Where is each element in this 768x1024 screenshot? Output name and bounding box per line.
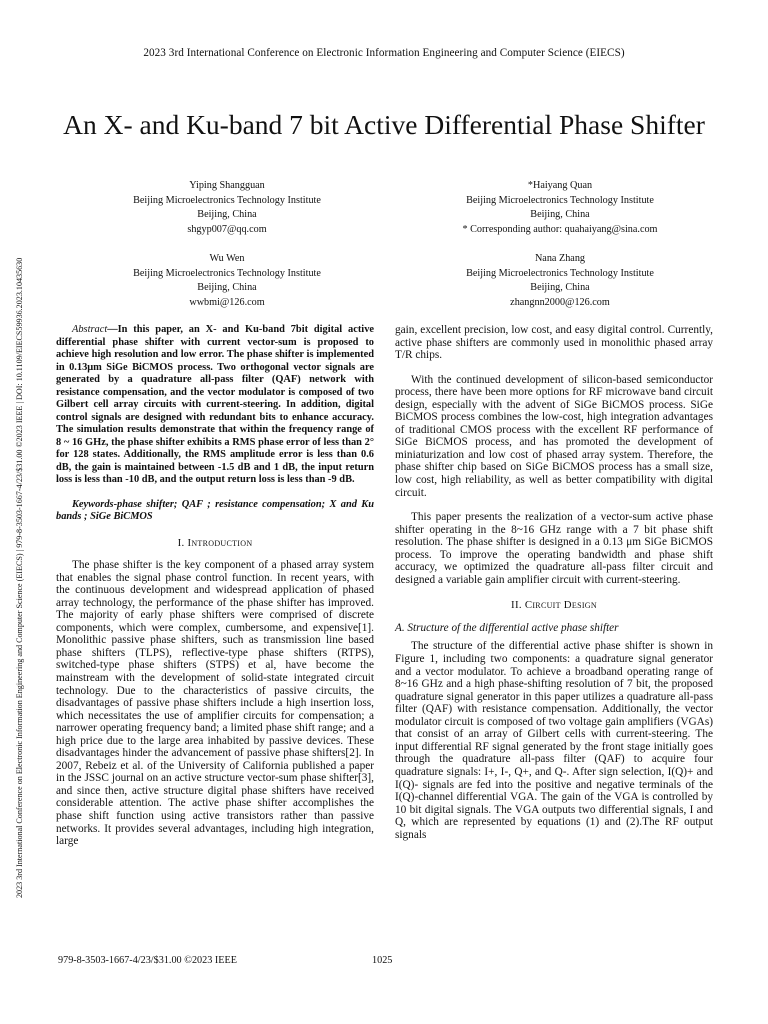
side-margin-note	[13, 128, 25, 898]
author-block-2	[410, 179, 710, 237]
section-heading-introduction: I. Introduction	[177, 536, 253, 549]
author-name: Yiping Shangguan	[189, 180, 265, 191]
side-margin-text: 2023 3rd International Conference on Electronic Information Engineering and Computer Science (EIECS) | 979-8-3503-1667-4/23/$31.00 ©2023 IEEE | DOI: 10.1109/EIECS59936.2023.10435630	[15, 257, 24, 898]
conference-header: 2023 3rd International Conference on Electronic Information Engineering and Computer Science (EIECS)	[143, 47, 625, 59]
author-block-1	[77, 179, 377, 237]
author-email: * Corresponding author: quahaiyang@sina.com	[462, 223, 658, 235]
author-email: shgyp007@qq.com	[187, 223, 267, 235]
page-number: 1025	[372, 955, 393, 966]
author-location: Beijing, China	[530, 209, 590, 221]
abstract-text: —In this paper, an X- and Ku-band 7bit digital active differential phase shifter with current vector-sum is proposed to achieve high resolution and low error. The phase shifter is implemented in 0.13μm SiGe BiCMOS process. Two orthogonal vector signals are generated by a quadrature all-pass filter (QAF) network with resistance compensation, and the vector modulator is composed of two Gilbert cell array circuits with current-steering. In addition, digital control signals are designed with redundant bits to enhance accuracy. The simulation results demonstrate that within the frequency range of 8 ~ 16 GHz, the phase shifter exhibits a RMS phase error of less than 2° for 128 states. Additionally, the RMS amplitude error is less than 0.6 dB, the gain is maintained between -1.5 dB and 1 dB, the input return loss is less than -10 dB, and the output return loss is less than -9 dB.	[56, 324, 374, 485]
body-paragraph: This paper presents the realization of a vector-sum active phase shifter operating in the 8~16 GHz range with a 7 bit phase shift resolution. The phase shifter is designed in a 0.13 μm SiGe BiCMOS process. To improve the operating bandwidth and phase shift accuracy, we optimized the quadrature all-pass filter circuit and designed a variable gain amplifier circuit with current-steering.	[395, 511, 713, 586]
author-email: zhangnn2000@126.com	[510, 296, 610, 308]
author-location: Beijing, China	[197, 209, 257, 221]
body-paragraph: With the continued development of silicon-based semiconductor process, there have been more options for RF microwave band circuit design, especially with the advent of SiGe BiCMOS process. SiGe BiCMOS process combines the low-cost, high integration advantages of traditional CMOS process with the excellent RF performance of SiGe BiCMOS process, and has promoted the development of miniaturization and low cost of phased array system. Therefore, the phase shifter chip based on SiGe BiCMOS process has a small size, low cost, high reliability, as well as better compatibility with digital circuit.	[395, 373, 713, 499]
author-affiliation: Beijing Microelectronics Technology Institute	[133, 267, 321, 279]
author-block-4	[410, 252, 710, 310]
intro-paragraph: The phase shifter is the key component of a phased array system that enables the signal phase control function. In recent years, with the continuous development and widespread application of phased array technology, the performance of the phase shifter has improved. The majority of early phase shifters were comprised of discrete components, which were complex, cumbersome, and expensive[1]. Monolithic passive phase shifters, such as transmission line based phase shifters (TLPS), reflective-type phase shifters (RTPS), switched-type phase shifters (STPS) et al, have become the mainstream with the development of solid-state integrated circuit technology. Due to the characteristics of passive circuits, the disadvantages of passive phase shifters include a high insertion loss, which necessitates the use of amplifier circuits for compensation; a narrower operating frequency band; a limited phase shift range; and a high price due to the large area inhabited by passive devices. These disadvantages hinder the advancement of passive phase shifters[2]. In 2007, Rebeiz et al. of the University of California published a paper in the JSSC journal on an active structure vector-sum phase shifter[3], and since then, active structure digital phase shifters have received considerable attention. The active phase shifter accomplishes the phase shift function using active transistors rather than passive networks. It provides several advantages, including high integration, large	[56, 559, 374, 848]
author-name: Wu Wen	[209, 253, 245, 264]
author-affiliation: Beijing Microelectronics Technology Institute	[466, 267, 654, 279]
subsection-heading: A. Structure of the differential active phase shifter	[395, 621, 619, 634]
author-location: Beijing, China	[530, 282, 590, 294]
abstract	[56, 324, 374, 487]
footer-isbn: 979-8-3503-1667-4/23/$31.00 ©2023 IEEE	[58, 955, 237, 966]
paper-title: An X- and Ku-band 7 bit Active Differential Phase Shifter	[63, 109, 705, 140]
abstract-lead: Abstract	[72, 324, 108, 335]
author-email: wwbmi@126.com	[189, 296, 265, 308]
author-name: *Haiyang Quan	[527, 180, 593, 191]
author-block-3	[77, 252, 377, 310]
author-affiliation: Beijing Microelectronics Technology Institute	[466, 194, 654, 206]
section-heading-circuit-design: II. Circuit Design	[511, 599, 597, 612]
author-affiliation: Beijing Microelectronics Technology Institute	[133, 194, 321, 206]
left-column	[56, 324, 374, 848]
author-location: Beijing, China	[197, 282, 257, 294]
body-paragraph: gain, excellent precision, low cost, and easy digital control. Currently, active phase shifters are commonly used in monolithic phased array T/R chips.	[395, 324, 713, 362]
author-name: Nana Zhang	[534, 253, 586, 264]
right-column	[395, 324, 713, 841]
keywords: Keywords-phase shifter; QAF ; resistance compensation; X and Ku bands ; SiGe BiCMOS	[56, 498, 374, 522]
body-paragraph: The structure of the differential active phase shifter is shown in Figure 1, including two components: a quadrature signal generator and a vector modulator. To achieve a broadband operating range of 8~16 GHz and a high phase-shifting resolution of 7 bit, the proposed quadrature signal generator in this paper utilizes a quadrature all-pass filter (QAF) with resistance compensation. Additionally, the vector modulator circuit is composed of two voltage gain amplifiers (VGAs) that consist of an array of Gilbert cells with current-steering. The input differential RF signal generated by the front stage initially goes through the quadrature all-pass filter (QAF) to acquire four quadrature signals: I+, I-, Q+, and Q-. After sign selection, I(Q)+ and I(Q)- signals are fed into the positive and negative terminals of the I(Q)-channel differential VGA. The gain of the VGA is controlled by 10 bit digital signals. The VGA outputs two differential signals, I and Q, which are represented by equations (1) and (2).The RF output signals	[395, 640, 713, 841]
